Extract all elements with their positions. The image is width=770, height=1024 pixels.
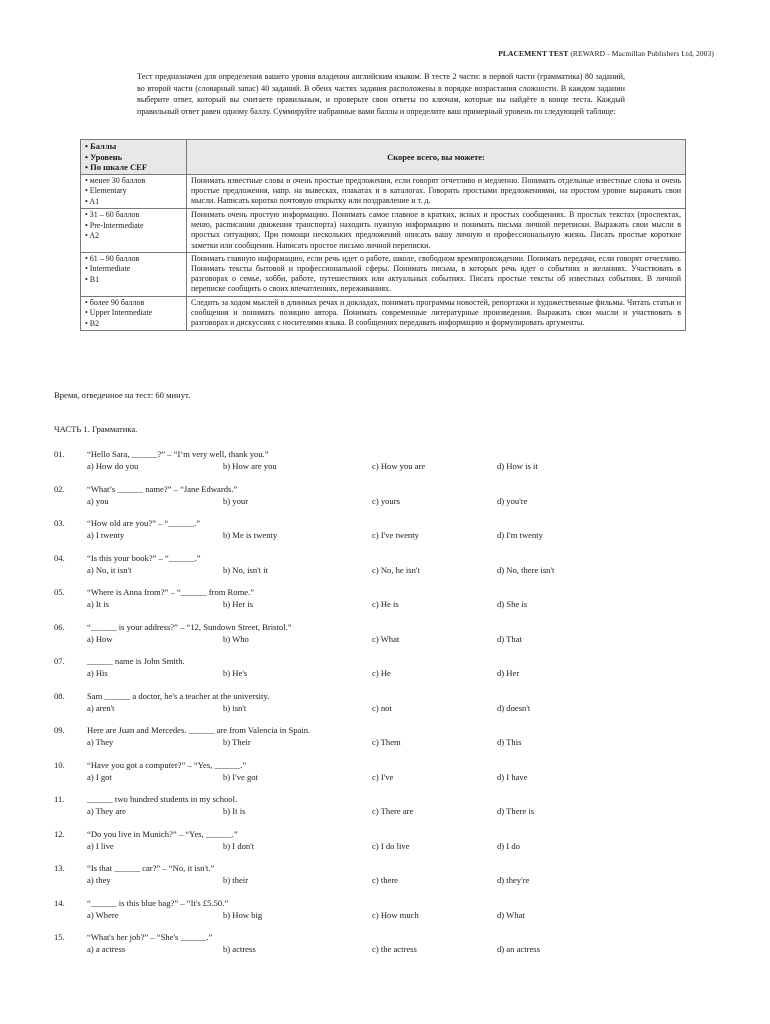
- question-stem: “What’s ______ name?” – “Jane Edwards.”: [87, 483, 238, 494]
- question-stem: “Is that ______ car?” – “No, it isn't.”: [87, 863, 215, 873]
- option-b: b) their: [223, 875, 249, 885]
- level-line: • 61 – 90 баллов: [85, 253, 140, 263]
- option-c: c) How much: [372, 909, 419, 920]
- option-d: d) I'm twenty: [497, 530, 543, 540]
- option-c: c) He: [372, 668, 391, 678]
- question-stem: ______ name is John Smith.: [87, 656, 185, 666]
- option-d: d) That: [497, 633, 522, 644]
- question-number: 15.: [54, 932, 65, 942]
- level-line: • более 90 баллов: [85, 297, 145, 307]
- question-number: 13.: [54, 863, 65, 873]
- question-number: 14.: [54, 897, 65, 908]
- option-d: d) Her: [497, 668, 520, 678]
- level-row: [81, 296, 686, 331]
- option-a: a) they: [87, 875, 111, 885]
- question-number: 01.: [54, 449, 65, 459]
- question-item: [54, 656, 734, 691]
- option-d: d) doesn't: [497, 702, 531, 713]
- question-item: [54, 794, 734, 829]
- level-description: Понимать главную информацию, если речь идет о работе, школе, свободном времяпровождении. Понимать передачи, если говорят отчетливо. Понимать тексты бытовой и профессиональной сферы. Понимать письма, в которых речь идет о событиях и желаниях. Участвовать в разговорах о семье, хобби, работе, путешествиях или актуальных событиях. Писать простые тексты об известных событиях. В личной переписке сообщить о своих впечатлениях, переживаниях.: [187, 252, 686, 296]
- question-stem: “Do you live in Munich?” – “Yes, ______.”: [87, 828, 238, 839]
- level-cell: [81, 174, 187, 209]
- level-line: • A2: [85, 231, 100, 240]
- option-b: b) Who: [223, 633, 249, 644]
- question-number: 04.: [54, 552, 65, 563]
- header-left-line: • Баллы: [85, 141, 117, 151]
- option-d: d) This: [497, 737, 522, 747]
- option-b: b) actress: [223, 944, 256, 954]
- header-right-cell: Скорее всего, вы можете:: [187, 140, 686, 175]
- option-c: c) Them: [372, 737, 401, 747]
- question-number: 11.: [54, 794, 65, 804]
- levels-table: [80, 139, 686, 331]
- option-d: d) an actress: [497, 944, 540, 954]
- question-stem: “Where is Anna from?” – “______ from Rome.”: [87, 587, 255, 597]
- option-c: c) There are: [372, 806, 414, 816]
- option-b: b) How big: [223, 909, 263, 920]
- option-d: d) There is: [497, 806, 535, 816]
- header-left-line: • По шкале CEF: [85, 162, 148, 172]
- question-number: 02.: [54, 483, 65, 494]
- level-cell: [81, 252, 187, 296]
- question-stem: “Have you got a computer?” – “Yes, ______.”: [87, 759, 247, 770]
- option-c: c) there: [372, 875, 398, 885]
- levels-table-header: [81, 140, 686, 175]
- option-d: d) What: [497, 909, 525, 920]
- option-a: a) Where: [87, 909, 119, 920]
- question-item: [54, 622, 734, 657]
- option-d: d) How is it: [497, 461, 538, 471]
- question-item: [54, 691, 734, 726]
- level-line: • Pre-Intermediate: [85, 220, 144, 230]
- question-number: 12.: [54, 828, 65, 839]
- option-b: b) Their: [223, 737, 251, 747]
- option-b: b) It is: [223, 806, 246, 816]
- option-b: b) I've got: [223, 771, 258, 782]
- level-line: • 31 – 60 баллов: [85, 210, 140, 219]
- question-number: 10.: [54, 759, 65, 770]
- option-a: a) It is: [87, 599, 109, 609]
- question-number: 08.: [54, 690, 65, 701]
- option-a: a) They are: [87, 806, 126, 816]
- level-line: • B2: [85, 318, 100, 328]
- option-a: a) His: [87, 668, 108, 678]
- question-stem: “What's her job?” – “She's ______.”: [87, 932, 213, 942]
- intro-paragraph: Тест предназначен для определения вашего уровня владения английским языком. В тесте 2 части: в первой части (грамматика) 80 заданий, во второй части (словарный запас) 40 заданий. В обеих частях задания расположены в порядке возрастания сложности. В каждом задании выберите ответ, который вы считаете правильным, и проверьте свои ответы по ключам, которые вы найдёте в конце теста. Каждый правильный ответ равен одному баллу. Суммируйте набранные вами баллы и определите ваш примерный уровень по следующей таблице:: [137, 72, 625, 116]
- question-stem: Here are Juan and Mercedes. ______ are from Valencia in Spain.: [87, 725, 311, 735]
- option-a: a) aren't: [87, 702, 115, 713]
- option-a: a) How: [87, 633, 113, 644]
- level-row: [81, 209, 686, 253]
- option-b: b) your: [223, 495, 249, 506]
- option-b: b) Me is twenty: [223, 530, 278, 540]
- option-c: c) I've: [372, 771, 394, 782]
- question-list: [54, 449, 734, 967]
- option-d: d) I have: [497, 771, 528, 782]
- question-item: [54, 898, 734, 933]
- option-c: c) yours: [372, 495, 400, 506]
- level-line: • B1: [85, 274, 100, 284]
- question-item: [54, 518, 734, 553]
- level-line: • Intermediate: [85, 264, 131, 274]
- option-c: c) not: [372, 702, 392, 713]
- question-stem: “______ is this blue bag?” – “It's £5.50.”: [87, 897, 229, 908]
- question-item: [54, 932, 734, 967]
- option-a: a) How do you: [87, 461, 139, 471]
- option-c: c) He is: [372, 599, 399, 609]
- question-stem: “Is this your book?” – “______.”: [87, 552, 201, 563]
- level-row: [81, 252, 686, 296]
- option-a: a) No, it isn't: [87, 564, 132, 575]
- option-a: a) They: [87, 737, 114, 747]
- option-c: c) No, he isn't: [372, 564, 420, 575]
- option-b: b) Her is: [223, 599, 254, 609]
- question-item: [54, 829, 734, 864]
- question-item: [54, 760, 734, 795]
- level-line: • A1: [85, 196, 100, 206]
- option-a: a) I twenty: [87, 530, 125, 540]
- option-b: b) He's: [223, 668, 248, 678]
- level-line: • менее 30 баллов: [85, 175, 146, 185]
- option-d: d) I do: [497, 840, 520, 851]
- option-b: b) I don't: [223, 840, 255, 851]
- question-stem: “Hello Sara, ______?” – “I’m very well, thank you.”: [87, 449, 269, 459]
- question-number: 03.: [54, 518, 65, 528]
- option-b: b) How are you: [223, 461, 277, 471]
- question-number: 06.: [54, 621, 65, 632]
- header-left-line: • Уровень: [85, 151, 123, 162]
- question-stem: “______ is your address?” – “12, Sundown Street, Bristol.”: [87, 621, 292, 632]
- option-c: c) the actress: [372, 944, 417, 954]
- option-b: b) No, isn't it: [223, 564, 268, 575]
- question-item: [54, 863, 734, 898]
- level-description: Следить за ходом мыслей в длинных речах и докладах, понимать программы новостей, репортажи и художественные фильмы. Читать статьи и сообщения и понимать позицию автора. Понимать современные литературные произведения. Выражать свои мысли и участвовать в разговорах и дискуссиях с носителями языка. В сообщениях передавать информацию и формулировать аргументы.: [187, 296, 686, 331]
- option-a: a) I live: [87, 840, 114, 851]
- question-stem: Sam ______ a doctor, he's a teacher at the university.: [87, 690, 270, 701]
- option-a: a) you: [87, 495, 109, 506]
- time-note: Время, отведенное на тест: 60 минут.: [54, 390, 191, 400]
- option-c: c) I do live: [372, 840, 410, 851]
- option-d: d) you're: [497, 495, 528, 506]
- question-item: [54, 587, 734, 622]
- level-cell: [81, 296, 187, 331]
- option-a: a) I got: [87, 771, 112, 782]
- option-a: a) a actress: [87, 944, 126, 954]
- option-c: c) How you are: [372, 461, 426, 471]
- question-item: [54, 553, 734, 588]
- option-b: b) isn't: [223, 702, 247, 713]
- question-stem: ______ two hundred students in my school.: [87, 794, 238, 804]
- level-line: • Elementary: [85, 186, 127, 195]
- question-item: [54, 484, 734, 519]
- option-d: d) She is: [497, 599, 528, 609]
- question-item: [54, 449, 734, 484]
- option-c: c) What: [372, 633, 400, 644]
- level-line: • Upper Intermediate: [85, 308, 153, 318]
- level-row: [81, 174, 686, 209]
- option-d: d) No, there isn't: [497, 564, 555, 575]
- page-header: [498, 49, 714, 58]
- level-cell: [81, 209, 187, 253]
- question-number: 05.: [54, 587, 65, 597]
- option-d: d) they're: [497, 875, 530, 885]
- question-stem: “How old are you?” – “______.”: [87, 518, 201, 528]
- header-source: (REWARD - Macmillan Publishers Ltd, 2003): [568, 49, 714, 58]
- option-c: c) I've twenty: [372, 530, 419, 540]
- part-title: ЧАСТЬ 1. Грамматика.: [54, 424, 138, 434]
- question-number: 07.: [54, 656, 65, 666]
- level-description: Понимать очень простую информацию. Понимать самое главное в кратких, ясных и простых сообщениях. В простых текстах (проспектах, меню, расписании движения транспорта) находить нужную информацию и понимать письма личной переписки. Выражать свои мысли в простых ситуациях. При помощи нескольких предложений описать вашу личную и профессиональную жизнь. Писать простые короткие заметки или сообщения. Написать простое письмо личной переписки.: [187, 209, 686, 253]
- header-title: PLACEMENT TEST: [498, 49, 569, 58]
- question-number: 09.: [54, 725, 65, 735]
- level-description: Понимать известные слова и очень простые предложения, если говорят отчетливо и медленно. Понимать отдельные известные слова и очень простые предложения, напр. на вывесках, плакатах и в каталогах. Говорить простыми предложениями, на простом уровне выражать свои мысли. Написать коротко почтовую открытку или поздравление и т. д.: [187, 174, 686, 209]
- header-left-cell: [81, 140, 187, 175]
- question-item: [54, 725, 734, 760]
